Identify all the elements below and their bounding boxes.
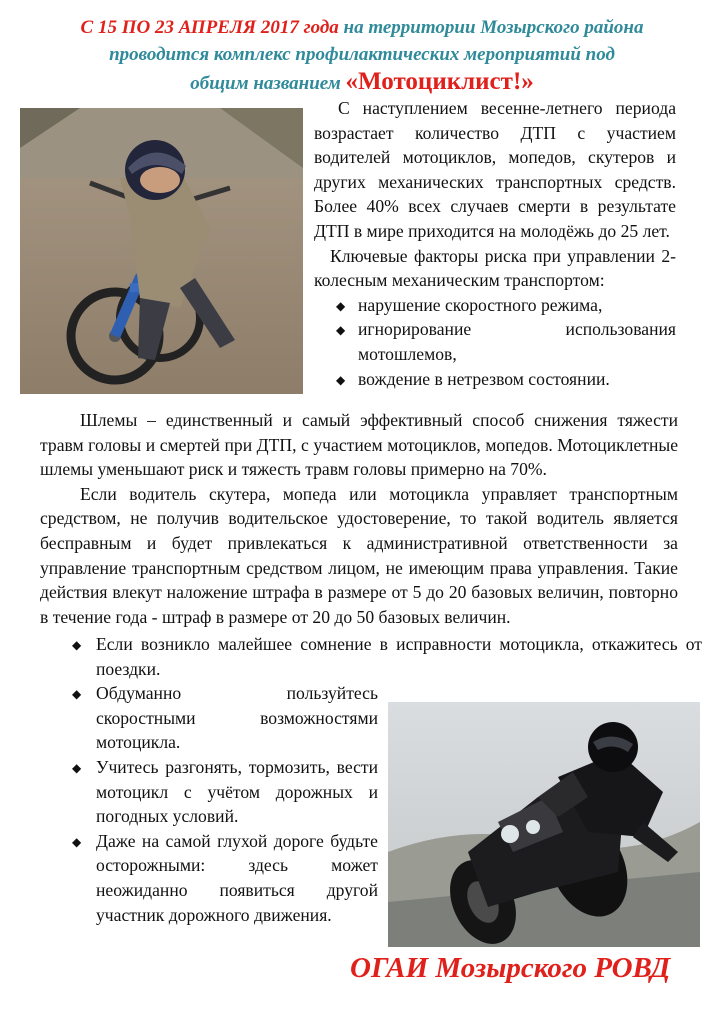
campaign-name: «Мотоциклист!» [345,68,534,95]
list-item: ◆ Даже на самой глухой дороге будьте осторожными: здесь может неожиданно появиться другой участник дорожного движения. [72,830,378,925]
photo-boy-on-moped [20,108,303,394]
leaflet-header [0,14,724,97]
license-penalty-paragraph: Если водитель скутера, мопеда или мотоцикла управляет транспортным средством, не получив водительское удостоверение, то такой водитель является бесправным и будет привлекаться к административной ответственности за управление транспортным средством лицом, не имеющим права управления. Такие действия влекут наложение штрафа в размере от 5 до 20 базовых величин, повторно в течение года - штраф в размере от 20 до 50 базовых величин. [40,483,678,627]
list-item: ◆ нарушение скоростного режима, [334,293,676,318]
main-text [40,408,678,629]
campaign-name-prefix: общим названием [190,73,346,94]
diamond-bullet-icon: ◆ [336,298,346,313]
list-item: ◆ Учитесь разгонять, тормозить, вести мотоцикл с учётом дорожных и погодных условий. [72,756,378,827]
intro-column [314,96,676,391]
campaign-dates: С 15 ПО 23 АПРЕЛЯ 2017 года [80,17,339,38]
helmets-paragraph: Шлемы – единственный и самый эффективный способ снижения тяжести травм головы и смертей при ДТП, с участием мотоциклов, мопедов. Мотоциклетные шлемы уменьшают риск и тяжесть травм головы примерно на 70%. [40,410,678,480]
list-item: ◆ игнорирование использования мотошлемов, [336,319,676,364]
header-line-3 [0,68,724,97]
signature-footer: ОГАИ Мозырского РОВД [350,952,671,984]
list-item: ◆ вождение в нетрезвом состоянии. [334,367,676,392]
campaign-region: на территории Мозырского района [338,17,644,38]
header-line-2: проводится комплекс профилактических мероприятий под [109,44,615,65]
diamond-bullet-icon: ◆ [72,760,82,775]
header-line-1 [0,14,724,41]
list-item: ◆ Обдуманно пользуйтесь скоростными возможностями мотоцикла. [72,683,378,753]
diamond-bullet-icon: ◆ [72,834,82,849]
intro-paragraph: С наступлением весенне-летнего периода возрастает количество ДТП с участием водителей мотоциклов, мопедов, скутеров и других механических транспортных средств. Более 40% всех случаев смерти в результате ДТП в мире приходится на молодёжь до 25 лет. [314,98,676,241]
list-item: ◆ Если возникло малейшее сомнение в исправности мотоцикла, откажитесь от поездки. [72,634,702,679]
diamond-bullet-icon: ◆ [72,638,82,652]
risk-factors-intro: Ключевые факторы риска при управлении 2-колесным механическим транспортом: [314,245,676,291]
diamond-bullet-icon: ◆ [336,323,346,338]
diamond-bullet-icon: ◆ [336,372,346,387]
photo-motorcyclist [388,702,700,947]
risk-factors-list [314,293,676,391]
diamond-bullet-icon: ◆ [72,687,82,702]
